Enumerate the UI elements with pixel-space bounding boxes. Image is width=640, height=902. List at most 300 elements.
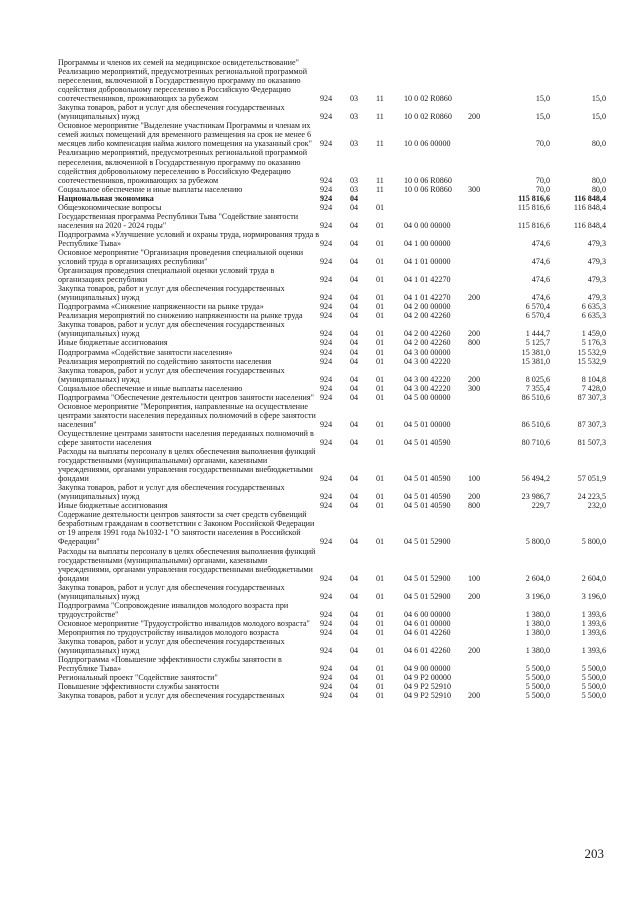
row-target-article: 10 0 02 R0860	[404, 112, 452, 122]
row-section-code: 04	[350, 627, 359, 637]
row-ministry-code: 924	[320, 591, 333, 601]
row-amount-year-2: 5 500,0	[581, 691, 606, 701]
row-section-code: 04	[350, 501, 359, 511]
row-amount-year-1: 7 355,4	[525, 383, 550, 393]
budget-table-body	[58, 58, 606, 700]
table-row	[58, 302, 606, 311]
table-row	[58, 366, 606, 384]
row-description: Основное мероприятие "Трудоустройство инвалидов молодого возраста"	[58, 618, 310, 628]
row-section-code: 04	[350, 691, 359, 701]
row-description: Закупка товаров, работ и услуг для обеспечения государственных (муниципальных) нужд	[58, 320, 285, 339]
row-subsection-code: 11	[376, 184, 384, 194]
row-amount-year-1: 5 125,7	[525, 338, 550, 348]
row-section-code: 04	[350, 682, 359, 692]
row-target-article: 04 3 00 00000	[404, 347, 451, 357]
row-subsection-code: 01	[376, 501, 385, 511]
row-amount-year-2: 1 459,0	[581, 329, 606, 339]
row-subsection-code: 01	[376, 220, 385, 230]
row-ministry-code: 924	[320, 392, 333, 402]
row-description: Подпрограмма «Содействие занятости населения»	[58, 347, 233, 357]
row-section-code: 04	[350, 202, 359, 212]
row-description: Организация проведения специальной оценки условий труда в организациях республики	[58, 266, 275, 285]
row-expense-type	[468, 121, 496, 148]
table-row	[58, 447, 606, 483]
row-amount-year-2: 15 532,9	[577, 347, 606, 357]
row-amount-year-1: 3 196,0	[525, 591, 550, 601]
row-section-code: 03	[350, 184, 359, 194]
row-amount-year-1: 15,0	[535, 94, 550, 104]
row-target-article: 04 5 01 40590	[404, 501, 451, 511]
row-target-article: 04 3 00 42220	[404, 383, 451, 393]
row-amount-year-1: 229,7	[531, 501, 550, 511]
row-target-article	[404, 194, 468, 203]
row-description: Общеэкономические вопросы	[58, 202, 162, 212]
row-ministry-code: 924	[320, 202, 333, 212]
row-expense-type	[468, 194, 496, 203]
row-subsection-code: 01	[376, 356, 385, 366]
row-target-article: 04 9 00 00000	[404, 664, 451, 674]
row-amount-year-1: 56 494,2	[521, 474, 550, 484]
row-amount-year-2: 6 635,3	[581, 302, 606, 312]
table-row	[58, 357, 606, 366]
row-subsection-code: 01	[376, 293, 385, 303]
row-description: Закупка товаров, работ и услуг для обеспечения государственных (муниципальных) нужд	[58, 365, 285, 384]
row-target-article: 04 6 01 00000	[404, 618, 451, 628]
row-ministry-code: 924	[320, 112, 333, 122]
row-target-article: 10 0 06 00000	[404, 139, 451, 149]
row-description: Закупка товаров, работ и услуг для обеспечения государственных	[58, 691, 285, 701]
row-section-code: 04	[350, 293, 359, 303]
row-ministry-code: 924	[320, 682, 333, 692]
row-expense-type	[468, 655, 496, 673]
row-target-article: 04 1 00 00000	[404, 238, 451, 248]
row-subsection-code: 01	[376, 573, 385, 583]
row-amount-year-2: 5 500,0	[581, 673, 606, 683]
row-amount-year-1: 5 500,0	[525, 682, 550, 692]
row-ministry-code	[320, 58, 350, 67]
row-amount-year-1: 115 816,6	[517, 220, 550, 230]
row-expense-type: 300	[468, 383, 481, 393]
row-target-article: 10 0 02 R0860	[404, 94, 452, 104]
row-target-article: 04 1 01 42270	[404, 275, 451, 285]
row-expense-type	[468, 148, 496, 184]
row-expense-type	[468, 402, 496, 429]
table-row	[58, 384, 606, 393]
row-amount-year-2	[550, 58, 606, 67]
row-amount-year-1: 15 381,0	[521, 347, 550, 357]
table-row	[58, 583, 606, 601]
row-target-article: 04 6 01 42260	[404, 627, 451, 637]
row-description: Расходы на выплаты персоналу в целях обеспечения выполнения функций государственными (муниципальными) органами, казенными учреждениями, органами управления государственными внебюджетными фондами	[58, 546, 316, 583]
row-expense-type	[468, 601, 496, 619]
row-amount-year-2: 116 848,4	[573, 220, 606, 230]
row-target-article	[404, 58, 468, 67]
row-amount-year-2: 15 532,9	[577, 356, 606, 366]
row-description: Подпрограмма «Снижение напряженности на рынке труда»	[58, 302, 264, 312]
row-description: Закупка товаров, работ и услуг для обеспечения государственных (муниципальных) нужд	[58, 284, 285, 303]
row-ministry-code: 924	[320, 383, 333, 393]
row-expense-type	[468, 302, 496, 311]
row-section-code: 03	[350, 112, 359, 122]
row-section-code: 04	[350, 537, 359, 547]
row-ministry-code: 924	[320, 275, 333, 285]
table-row	[58, 393, 606, 402]
row-ministry-code: 924	[320, 646, 333, 656]
row-description: Расходы на выплаты персоналу в целях обеспечения выполнения функций государственными (муниципальными) органами, казенными учреждениями, органами управления государственными внебюджетными фондами	[58, 447, 316, 484]
row-amount-year-1: 5 500,0	[525, 691, 550, 701]
row-expense-type: 200	[468, 112, 481, 122]
row-amount-year-2: 3 196,0	[581, 591, 606, 601]
row-expense-type	[468, 266, 496, 284]
row-section-code: 04	[350, 383, 359, 393]
row-amount-year-1: 86 510,6	[521, 392, 550, 402]
table-row	[58, 185, 606, 194]
row-amount-year-1: 70,0	[535, 184, 550, 194]
row-ministry-code: 924	[320, 501, 333, 511]
row-ministry-code: 924	[320, 618, 333, 628]
table-row	[58, 673, 606, 682]
row-target-article: 04 2 00 42260	[404, 338, 451, 348]
row-amount-year-1: 6 570,4	[525, 302, 550, 312]
table-row	[58, 429, 606, 447]
table-row	[58, 637, 606, 655]
row-target-article: 04 1 01 00000	[404, 257, 451, 267]
row-target-article: 04 9 P2 52910	[404, 682, 451, 692]
row-target-article: 04 0 00 00000	[404, 220, 451, 230]
table-row	[58, 121, 606, 148]
row-ministry-code: 924	[320, 356, 333, 366]
row-section-code: 04	[350, 193, 359, 203]
row-expense-type: 200	[468, 329, 481, 339]
row-amount-year-2: 87 307,3	[577, 392, 606, 402]
row-expense-type	[468, 673, 496, 682]
table-row	[58, 212, 606, 230]
row-description: Социальное обеспечение и иные выплаты населению	[58, 383, 243, 393]
row-amount-year-1: 474,6	[531, 293, 550, 303]
row-subsection-code: 01	[376, 347, 385, 357]
row-ministry-code: 924	[320, 94, 333, 104]
row-expense-type	[468, 619, 496, 628]
row-description: Реализацию мероприятий, предусмотренных региональной программой переселения, включенной в Государственную программу по оказанию содействия добровольному переселению в Российскую Федерацию соотечественников, проживающих за рубежом	[58, 148, 308, 185]
row-subsection-code: 01	[376, 492, 385, 502]
row-amount-year-1	[496, 58, 550, 67]
row-description: Социальное обеспечение и иные выплаты населению	[58, 184, 243, 194]
row-subsection-code: 01	[376, 618, 385, 628]
row-section-code: 04	[350, 646, 359, 656]
row-expense-type	[468, 357, 496, 366]
row-expense-type: 100	[468, 573, 481, 583]
table-row	[58, 203, 606, 212]
table-row	[58, 248, 606, 266]
row-subsection-code: 11	[376, 94, 384, 104]
row-subsection-code: 01	[376, 474, 385, 484]
table-row	[58, 601, 606, 619]
table-row	[58, 402, 606, 429]
table-row	[58, 682, 606, 691]
row-expense-type: 200	[468, 591, 481, 601]
row-target-article: 04 5 01 00000	[404, 419, 451, 429]
row-subsection-code: 01	[376, 257, 385, 267]
row-amount-year-1: 8 025,6	[525, 374, 550, 384]
row-expense-type: 100	[468, 474, 481, 484]
row-expense-type	[468, 248, 496, 266]
row-amount-year-2: 87 307,3	[577, 419, 606, 429]
row-subsection-code: 11	[376, 112, 384, 122]
row-target-article: 10 0 06 R0860	[404, 175, 452, 185]
row-section-code: 04	[350, 275, 359, 285]
row-ministry-code: 924	[320, 664, 333, 674]
row-description: Основное мероприятие "Организация проведения специальной оценки условий труда в организациях республики"	[58, 247, 304, 267]
row-section-code: 04	[350, 419, 359, 429]
row-ministry-code: 924	[320, 673, 333, 683]
row-amount-year-2: 80,0	[591, 184, 606, 194]
row-subsection-code: 01	[376, 591, 385, 601]
row-subsection-code: 01	[376, 374, 385, 384]
row-expense-type	[468, 67, 496, 103]
row-ministry-code: 924	[320, 329, 333, 339]
row-ministry-code: 924	[320, 437, 333, 447]
row-amount-year-1: 23 986,7	[521, 492, 550, 502]
table-row	[58, 619, 606, 628]
row-target-article: 04 9 P2 52910	[404, 691, 451, 701]
row-subsection-code: 01	[376, 302, 385, 312]
row-description: Мероприятия по трудоустройству инвалидов молодого возраста	[58, 627, 279, 637]
row-ministry-code: 924	[320, 537, 333, 547]
row-amount-year-1: 1 380,0	[525, 618, 550, 628]
row-description: Осуществление центрами занятости населения переданных полномочий в сфере занятости населения	[58, 428, 314, 447]
row-subsection-code: 01	[376, 537, 385, 547]
row-amount-year-1: 6 570,4	[525, 311, 550, 321]
row-amount-year-1: 5 500,0	[525, 664, 550, 674]
row-amount-year-1: 86 510,6	[521, 419, 550, 429]
row-target-article	[404, 203, 468, 212]
row-target-article: 04 9 P2 00000	[404, 673, 451, 683]
row-section-code: 04	[350, 609, 359, 619]
row-subsection-code	[376, 194, 404, 203]
row-subsection-code: 01	[376, 275, 385, 285]
table-row	[58, 483, 606, 501]
row-amount-year-1: 1 380,0	[525, 627, 550, 637]
row-section-code: 04	[350, 673, 359, 683]
row-ministry-code: 924	[320, 238, 333, 248]
row-amount-year-2: 80,0	[591, 139, 606, 149]
row-section-code: 04	[350, 664, 359, 674]
row-ministry-code: 924	[320, 627, 333, 637]
row-expense-type	[468, 348, 496, 357]
row-ministry-code: 924	[320, 492, 333, 502]
row-section-code: 04	[350, 329, 359, 339]
row-amount-year-1: 5 800,0	[525, 537, 550, 547]
row-description: Подпрограмма "Обеспечение деятельности центров занятости населения"	[58, 392, 314, 402]
table-row	[58, 194, 606, 203]
row-expense-type: 200	[468, 293, 481, 303]
row-amount-year-2: 116 848,4	[573, 202, 606, 212]
row-description: Национальная экономика	[58, 193, 154, 203]
row-ministry-code: 924	[320, 573, 333, 583]
row-amount-year-2: 1 393,6	[581, 618, 606, 628]
row-expense-type	[468, 429, 496, 447]
row-ministry-code: 924	[320, 311, 333, 321]
row-amount-year-2: 479,3	[587, 257, 606, 267]
row-amount-year-2: 7 428,0	[581, 383, 606, 393]
row-ministry-code: 924	[320, 293, 333, 303]
row-section-code: 04	[350, 374, 359, 384]
row-ministry-code: 924	[320, 419, 333, 429]
row-target-article: 04 2 00 42260	[404, 329, 451, 339]
row-description: Закупка товаров, работ и услуг для обеспечения государственных (муниципальных) нужд	[58, 103, 285, 122]
table-row	[58, 628, 606, 637]
row-description: Иные бюджетные ассигнования	[58, 501, 168, 511]
row-subsection-code: 01	[376, 691, 385, 701]
row-amount-year-1: 15,0	[535, 112, 550, 122]
row-subsection-code: 01	[376, 627, 385, 637]
row-ministry-code: 924	[320, 175, 333, 185]
row-amount-year-1: 474,6	[531, 238, 550, 248]
row-amount-year-2: 5 800,0	[581, 537, 606, 547]
row-amount-year-2: 81 507,3	[577, 437, 606, 447]
row-amount-year-1: 115 816,6	[518, 193, 550, 203]
row-amount-year-1: 1 380,0	[525, 609, 550, 619]
row-subsection-code: 01	[376, 202, 385, 212]
row-description: Реализация мероприятий по снижению напряженности на рынке труда	[58, 311, 303, 321]
row-target-article: 04 5 01 40590	[404, 437, 451, 447]
table-row	[58, 284, 606, 302]
row-target-article: 04 3 00 42220	[404, 374, 451, 384]
row-amount-year-2: 116 848,4	[574, 193, 606, 203]
row-section-code: 04	[350, 220, 359, 230]
row-target-article: 04 3 00 42220	[404, 356, 451, 366]
table-row	[58, 691, 606, 700]
row-ministry-code: 924	[320, 139, 333, 149]
row-amount-year-2: 6 635,3	[581, 311, 606, 321]
table-row	[58, 501, 606, 510]
table-row	[58, 320, 606, 338]
row-ministry-code: 924	[320, 193, 333, 203]
row-amount-year-1: 474,6	[531, 275, 550, 285]
row-target-article: 04 6 00 00000	[404, 609, 451, 619]
row-ministry-code: 924	[320, 220, 333, 230]
row-amount-year-2: 5 500,0	[581, 682, 606, 692]
row-subsection-code: 11	[376, 139, 384, 149]
row-section-code: 03	[350, 94, 359, 104]
row-amount-year-1: 1 444,7	[525, 329, 550, 339]
row-description: Основное мероприятие "Выделение участникам Программы и членам их семей жилых помещений для временного размещения на срок не менее 6 месяцев либо компенсация найма жилого помещения на указанный срок"	[58, 121, 312, 149]
row-section-code: 04	[350, 356, 359, 366]
row-amount-year-2: 24 223,5	[577, 492, 606, 502]
row-amount-year-2: 5 500,0	[581, 664, 606, 674]
row-description: Подпрограмма «Повышение эффективности службы занятости в Республике Тыва»	[58, 655, 282, 674]
row-ministry-code: 924	[320, 347, 333, 357]
row-target-article: 04 5 01 52900	[404, 537, 451, 547]
row-amount-year-2: 8 104,8	[581, 374, 606, 384]
row-section-code: 04	[350, 392, 359, 402]
row-amount-year-2: 1 393,6	[581, 646, 606, 656]
table-row	[58, 148, 606, 184]
row-section-code: 04	[350, 573, 359, 583]
row-ministry-code: 924	[320, 374, 333, 384]
row-ministry-code: 924	[320, 338, 333, 348]
row-subsection-code: 11	[376, 175, 384, 185]
row-expense-type	[468, 393, 496, 402]
row-subsection-code: 01	[376, 419, 385, 429]
row-amount-year-1: 80 710,6	[521, 437, 550, 447]
page-number: 203	[584, 846, 604, 861]
row-description: Закупка товаров, работ и услуг для обеспечения государственных (муниципальных) нужд	[58, 483, 285, 502]
budget-table	[58, 58, 606, 700]
row-amount-year-2: 15,0	[591, 94, 606, 104]
row-expense-type: 800	[468, 338, 481, 348]
table-row	[58, 655, 606, 673]
row-section-code: 04	[350, 257, 359, 267]
row-section-code	[350, 58, 376, 67]
row-subsection-code: 01	[376, 664, 385, 674]
row-amount-year-1: 70,0	[535, 175, 550, 185]
row-description: Программы и членов их семей на медицинское освидетельствование"	[58, 58, 299, 67]
row-expense-type: 200	[468, 374, 481, 384]
row-amount-year-2: 1 393,6	[581, 627, 606, 637]
row-expense-type	[468, 311, 496, 320]
table-row	[58, 311, 606, 320]
row-expense-type	[468, 58, 496, 67]
row-target-article: 04 5 01 52900	[404, 591, 451, 601]
row-section-code: 04	[350, 618, 359, 628]
row-expense-type	[468, 628, 496, 637]
table-row	[58, 230, 606, 248]
row-ministry-code: 924	[320, 184, 333, 194]
row-description: Содержание деятельности центров занятости за счет средств субвенций безработным гражданам в соответствии с Законом Российской Федерации от 19 апреля 1991 года №1032-1 "О занятости населения в Российской Федерации"	[58, 510, 315, 547]
row-amount-year-2: 80,0	[591, 175, 606, 185]
row-section-code: 04	[350, 302, 359, 312]
row-amount-year-2: 479,3	[587, 238, 606, 248]
table-row	[58, 338, 606, 347]
row-ministry-code: 924	[320, 257, 333, 267]
row-ministry-code: 924	[320, 474, 333, 484]
row-amount-year-1: 15 381,0	[521, 356, 550, 366]
row-target-article: 04 5 00 00000	[404, 392, 451, 402]
row-description: Закупка товаров, работ и услуг для обеспечения государственных (муниципальных) нужд	[58, 582, 285, 601]
row-subsection-code: 01	[376, 437, 385, 447]
row-expense-type: 200	[468, 691, 481, 701]
row-target-article: 04 2 00 00000	[404, 302, 451, 312]
row-amount-year-2: 57 051,9	[577, 474, 606, 484]
row-amount-year-1: 474,6	[531, 257, 550, 267]
table-row	[58, 103, 606, 121]
row-target-article: 04 5 01 52900	[404, 573, 451, 583]
row-section-code: 04	[350, 338, 359, 348]
table-row	[58, 547, 606, 583]
row-section-code: 04	[350, 238, 359, 248]
row-expense-type	[468, 510, 496, 546]
row-target-article: 04 5 01 40590	[404, 474, 451, 484]
row-subsection-code: 01	[376, 392, 385, 402]
row-expense-type: 200	[468, 646, 481, 656]
row-amount-year-1: 115 816,6	[517, 202, 550, 212]
row-subsection-code: 01	[376, 338, 385, 348]
row-subsection-code: 01	[376, 311, 385, 321]
row-subsection-code	[376, 58, 404, 67]
row-amount-year-2: 15,0	[591, 112, 606, 122]
row-amount-year-2: 232,0	[587, 501, 606, 511]
row-ministry-code: 924	[320, 302, 333, 312]
row-amount-year-1: 70,0	[535, 139, 550, 149]
row-description: Реализацию мероприятий, предусмотренных региональной программой переселения, включенной в Государственную программу по оказанию содействия добровольному переселению в Российскую Федерацию соотечественников, проживающих за рубежом	[58, 67, 308, 104]
row-section-code: 04	[350, 474, 359, 484]
row-section-code: 03	[350, 139, 359, 149]
row-amount-year-2: 479,3	[587, 293, 606, 303]
row-subsection-code: 01	[376, 383, 385, 393]
row-section-code: 04	[350, 591, 359, 601]
row-amount-year-1: 1 380,0	[525, 646, 550, 656]
